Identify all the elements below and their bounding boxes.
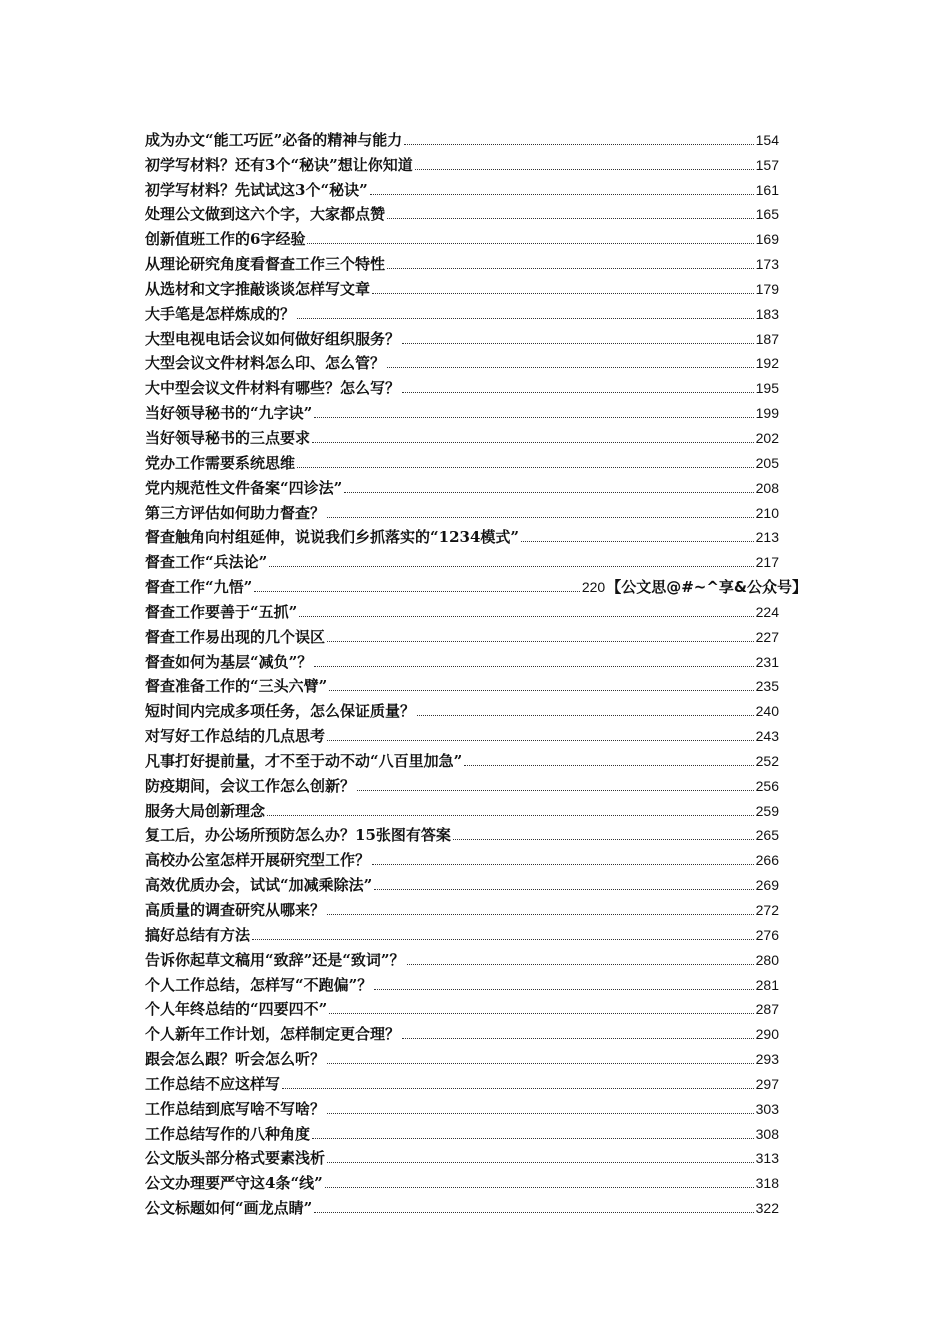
dot-leader [252, 938, 754, 940]
toc-entry[interactable] [145, 1145, 807, 1170]
dot-leader [327, 1112, 754, 1114]
toc-entry-title: 督查工作“兵法论” [145, 553, 268, 572]
toc-entry-title: 高校办公室怎样开展研究型工作？ [145, 851, 371, 870]
toc-entry-page-number: 192 [755, 355, 779, 372]
dot-leader [402, 1037, 754, 1039]
toc-entry[interactable] [145, 697, 807, 722]
table-of-contents [145, 126, 807, 1219]
dot-leader [269, 565, 753, 567]
toc-entry-title: 工作总结到底写啥不写啥？ [145, 1099, 326, 1118]
toc-entry[interactable] [145, 871, 807, 896]
toc-entry-title: 督查工作“九悟” [145, 578, 253, 597]
toc-entry-title: 初学写材料？先试试这3个“秘诀” [145, 180, 368, 199]
toc-entry-page-number: 318 [755, 1175, 779, 1192]
toc-entry-title: 大中型会议文件材料有哪些？怎么写？ [145, 379, 401, 398]
toc-entry-title: 当好领导秘书的三点要求 [145, 428, 311, 447]
toc-entry[interactable] [145, 648, 807, 673]
dot-leader [312, 1137, 754, 1139]
dot-leader [521, 540, 754, 542]
toc-entry[interactable] [145, 1169, 807, 1194]
toc-entry-page-number: 308 [755, 1125, 779, 1142]
toc-entry-page-number: 287 [755, 1001, 779, 1018]
toc-entry-title: 个人工作总结，怎样写“不跑偏”？ [145, 975, 373, 994]
toc-entry-title: 复工后，办公场所预防怎么办？15张图有答案 [145, 826, 451, 845]
toc-entry[interactable] [145, 325, 807, 350]
toc-entry[interactable] [145, 151, 807, 176]
toc-entry-page-number: 208 [755, 479, 779, 496]
toc-entry[interactable] [145, 573, 807, 598]
toc-entry[interactable] [145, 1095, 807, 1120]
dot-leader [297, 466, 754, 468]
toc-entry-page-number: 183 [755, 305, 779, 322]
toc-entry-title: 工作总结不应这样写 [145, 1074, 281, 1093]
toc-entry-page-number: 313 [755, 1150, 779, 1167]
toc-entry[interactable] [145, 722, 807, 747]
toc-entry-title: 督查如何为基层“减负”？ [145, 652, 313, 671]
toc-entry-title: 个人年终总结的“四要四不” [145, 1000, 328, 1019]
toc-entry-page-number: 272 [755, 902, 779, 918]
toc-entry-page-number: 199 [755, 405, 779, 422]
toc-entry-title: 大手笔是怎样炼成的？ [145, 304, 296, 323]
toc-entry-title: 防疫期间，会议工作怎么创新？ [145, 776, 356, 795]
toc-entry-title: 从理论研究角度看督查工作三个特性 [145, 255, 386, 274]
toc-entry-page-number: 195 [755, 380, 779, 397]
dot-leader [329, 689, 753, 691]
toc-entry-page-number: 154 [755, 131, 779, 148]
dot-leader [407, 963, 754, 965]
toc-entry-page-number: 161 [755, 181, 779, 198]
dot-leader [327, 1161, 754, 1163]
toc-entry-page-number: 256 [755, 777, 779, 794]
toc-entry[interactable] [145, 946, 807, 971]
toc-entry-title: 公文办理要严守这4条“线” [145, 1174, 323, 1193]
toc-entry-page-number: 280 [755, 951, 779, 968]
toc-entry-page-number: 157 [755, 156, 779, 173]
toc-entry-title: 从选材和文字推敲谈谈怎样写文章 [145, 279, 371, 298]
toc-entry[interactable] [145, 1070, 807, 1095]
toc-entry-page-number: 217 [755, 554, 779, 571]
toc-entry[interactable] [145, 524, 807, 549]
dot-leader [415, 168, 754, 170]
toc-entry[interactable] [145, 275, 807, 300]
dot-leader [402, 342, 754, 344]
toc-entry[interactable] [145, 250, 807, 275]
toc-entry[interactable] [145, 1194, 807, 1219]
dot-leader [327, 1062, 754, 1064]
toc-entry-title: 公文标题如何“画龙点睛” [145, 1199, 313, 1218]
toc-entry-page-number: 281 [755, 976, 779, 993]
toc-entry[interactable] [145, 350, 807, 375]
dot-leader [327, 640, 754, 642]
toc-entry-page-number: 202 [755, 429, 779, 446]
toc-entry[interactable] [145, 921, 807, 946]
toc-entry[interactable] [145, 1045, 807, 1070]
toc-entry[interactable] [145, 772, 807, 797]
toc-entry[interactable] [145, 996, 807, 1021]
toc-entry[interactable] [145, 971, 807, 996]
toc-entry[interactable] [145, 374, 807, 399]
watermark-note: 【公文思@#~^享&公众号】 [606, 578, 807, 597]
dot-leader [307, 242, 753, 244]
dot-leader [344, 491, 753, 493]
toc-entry-page-number: 266 [755, 852, 779, 869]
toc-entry-title: 凡事打好提前量，才不至于动不动“八百里加急” [145, 751, 463, 770]
toc-entry-page-number: 231 [755, 653, 779, 670]
toc-entry-title: 个人新年工作计划，怎样制定更合理？ [145, 1025, 401, 1044]
toc-entry-page-number: 173 [755, 256, 779, 273]
dot-leader [327, 913, 754, 915]
dot-leader [314, 416, 753, 418]
dot-leader [297, 317, 754, 319]
dot-leader [254, 590, 580, 592]
toc-entry[interactable] [145, 225, 807, 250]
dot-leader [314, 1211, 753, 1213]
toc-entry[interactable] [145, 300, 807, 325]
toc-entry[interactable] [145, 846, 807, 871]
dot-leader [325, 1186, 754, 1188]
dot-leader [387, 267, 754, 269]
toc-entry-title: 搞好总结有方法 [145, 925, 251, 944]
dot-leader [464, 764, 753, 766]
toc-entry-title: 督查触角向村组延伸，说说我们乡抓落实的“1234模式” [145, 528, 520, 547]
toc-entry-title: 成为办文“能工巧匠”必备的精神与能力 [145, 130, 403, 149]
toc-entry[interactable] [145, 176, 807, 201]
toc-entry-title: 第三方评估如何助力督查？ [145, 503, 326, 522]
toc-entry-title: 当好领导秘书的“九字诀” [145, 404, 313, 423]
toc-entry-title: 大型电视电话会议如何做好组织服务？ [145, 329, 401, 348]
toc-entry-page-number: 290 [755, 1026, 779, 1043]
dot-leader [299, 615, 753, 617]
toc-entry[interactable] [145, 673, 807, 698]
toc-entry-page-number: 187 [755, 330, 779, 347]
dot-leader [404, 143, 753, 145]
dot-leader [387, 366, 754, 368]
dot-leader [357, 789, 754, 791]
toc-entry-page-number: 227 [755, 628, 779, 645]
toc-entry-page-number: 265 [755, 827, 779, 844]
dot-leader [327, 739, 754, 741]
toc-entry-page-number: 293 [755, 1051, 779, 1068]
toc-entry[interactable] [145, 424, 807, 449]
toc-entry-title: 工作总结写作的八种角度 [145, 1124, 311, 1143]
dot-leader [327, 516, 754, 518]
toc-entry[interactable] [145, 896, 807, 921]
toc-entry-page-number: 205 [755, 454, 779, 471]
dot-leader [453, 838, 754, 840]
toc-entry-page-number: 220 [581, 579, 606, 596]
dot-leader [312, 441, 754, 443]
toc-entry-page-number: 235 [755, 678, 779, 695]
toc-entry[interactable] [145, 499, 807, 524]
toc-entry-title: 初学写材料？还有3个“秘诀”想让你知道 [145, 155, 413, 174]
toc-entry[interactable] [145, 797, 807, 822]
toc-entry-page-number: 322 [755, 1200, 779, 1217]
toc-entry-page-number: 252 [755, 752, 779, 769]
dot-leader [387, 217, 754, 219]
toc-entry-page-number: 297 [755, 1075, 779, 1092]
toc-entry-title: 大型会议文件材料怎么印、怎么管？ [145, 354, 386, 373]
toc-entry-page-number: 240 [755, 703, 779, 720]
dot-leader [267, 814, 754, 816]
toc-entry-page-number: 303 [755, 1100, 779, 1117]
toc-entry-page-number: 259 [755, 802, 779, 819]
toc-entry-page-number: 276 [755, 926, 779, 943]
toc-entry-page-number: 179 [755, 280, 779, 297]
toc-entry-title: 党内规范性文件备案“四诊法” [145, 478, 343, 497]
toc-entry-title: 短时间内完成多项任务，怎么保证质量？ [145, 702, 416, 721]
toc-entry-page-number: 243 [755, 728, 779, 745]
toc-entry-page-number: 210 [755, 504, 779, 521]
dot-leader [374, 988, 753, 990]
toc-entry[interactable] [145, 623, 807, 648]
toc-entry-page-number: 224 [755, 603, 779, 620]
toc-entry-title: 督查工作易出现的几个误区 [145, 627, 326, 646]
toc-entry-page-number: 269 [755, 877, 779, 894]
dot-leader [329, 1012, 753, 1014]
toc-entry-title: 跟会怎么跟？听会怎么听？ [145, 1050, 326, 1069]
dot-leader [314, 665, 753, 667]
toc-entry[interactable] [145, 1120, 807, 1145]
toc-entry[interactable] [145, 548, 807, 573]
toc-entry[interactable] [145, 126, 807, 151]
toc-entry-page-number: 169 [755, 231, 779, 248]
dot-leader [282, 1087, 754, 1089]
dot-leader [374, 888, 753, 890]
toc-entry[interactable] [145, 449, 807, 474]
dot-leader [370, 193, 754, 195]
toc-entry-title: 告诉你起草文稿用“致辞”还是“致词”？ [145, 950, 405, 969]
toc-entry[interactable] [145, 201, 807, 226]
toc-entry-title: 处理公文做到这六个字，大家都点赞 [145, 205, 386, 224]
toc-entry[interactable] [145, 747, 807, 772]
dot-leader [372, 292, 754, 294]
toc-entry-title: 高质量的调查研究从哪来？ [145, 901, 326, 919]
toc-entry-title: 公文版头部分格式要素浅析 [145, 1149, 326, 1168]
toc-entry[interactable] [145, 1020, 807, 1045]
dot-leader [402, 391, 754, 393]
toc-entry[interactable] [145, 598, 807, 623]
toc-entry[interactable] [145, 474, 807, 499]
toc-entry-page-number: 213 [755, 529, 779, 546]
toc-entry-page-number: 165 [755, 206, 779, 223]
dot-leader [417, 714, 754, 716]
toc-entry[interactable] [145, 399, 807, 424]
toc-entry-title: 党办工作需要系统思维 [145, 453, 296, 472]
toc-entry-title: 创新值班工作的6字经验 [145, 230, 306, 249]
dot-leader [372, 863, 754, 865]
toc-entry-title: 高效优质办会，试试“加减乘除法” [145, 876, 373, 895]
toc-entry-title: 对写好工作总结的几点思考 [145, 727, 326, 746]
toc-entry-title: 督查工作要善于“五抓” [145, 602, 298, 621]
toc-entry[interactable] [145, 822, 807, 847]
toc-entry-title: 督查准备工作的“三头六臂” [145, 677, 328, 696]
toc-entry-title: 服务大局创新理念 [145, 801, 266, 820]
